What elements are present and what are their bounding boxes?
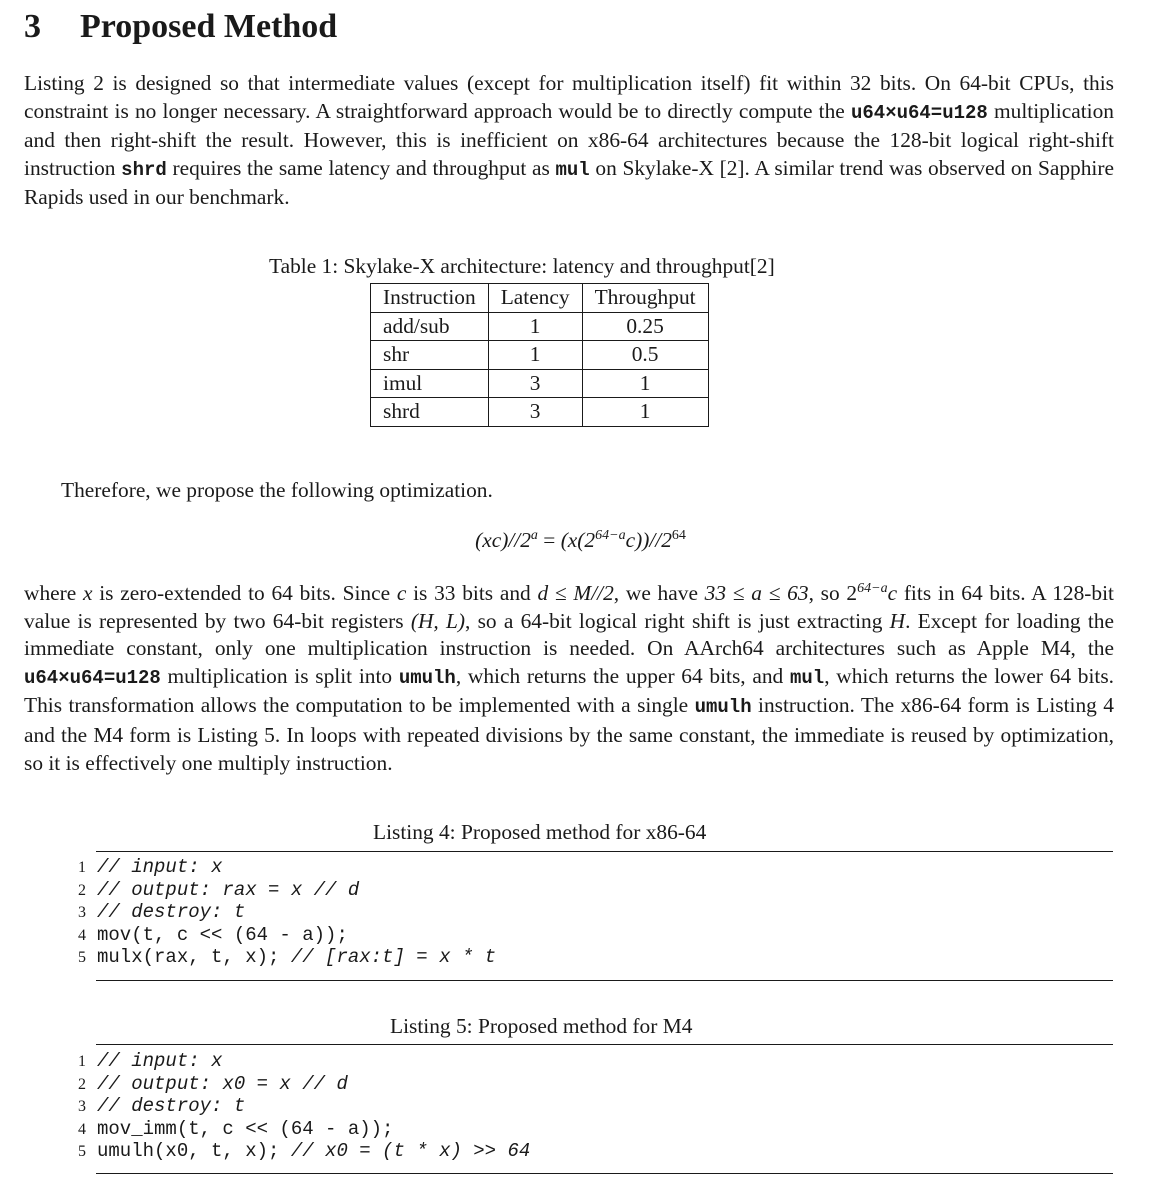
math-base: 2 — [846, 581, 858, 605]
optimization-equation — [0, 528, 1161, 553]
body-text: , so — [808, 581, 847, 605]
body-text: instruction. The x86-64 form is Listing 4 and the M4 form is Listing 5. In loops with repeated divisions by the same constant, the immediate is reused by optimization, so it is effectively one multiply instruction. — [24, 693, 1114, 775]
intro-text-4: on Skylake-X [2]. A similar trend was observed on Sapphire Rapids used in our benchmark. — [24, 155, 1114, 210]
body-text: multiplication is split into — [160, 663, 399, 688]
line-number: 4 — [78, 1120, 86, 1138]
intro-code-mul: mul — [555, 158, 590, 181]
body-text: , we have — [613, 581, 705, 605]
table-cell: shrd — [371, 398, 489, 427]
table-cell: imul — [371, 369, 489, 398]
latency-table — [370, 283, 709, 427]
math-var: c — [887, 581, 898, 605]
code-line — [60, 1095, 530, 1118]
body-text: , so a 64-bit logical right shift is just extracting — [465, 608, 890, 633]
code-comment: // destroy: t — [97, 1095, 246, 1118]
line-number: 1 — [78, 1053, 86, 1070]
code-comment: // input: x — [97, 1050, 223, 1072]
body-text: fits in 64 bits. A 128-bit value is represented by two 64-bit registers — [24, 581, 1114, 633]
math-var: c — [396, 581, 407, 605]
table-row — [371, 341, 709, 370]
code-comment: // x0 = (t * x) >> 64 — [290, 1140, 531, 1163]
table-cell: 1 — [488, 312, 582, 341]
intro-code-shrd: shrd — [121, 158, 167, 181]
table-cell: 3 — [488, 398, 582, 427]
table-cell: add/sub — [371, 312, 489, 341]
body-code: u64×u64=u128 — [24, 666, 161, 689]
code-comment: // [rax:t] = x * t — [290, 946, 497, 969]
line-number: 3 — [78, 904, 86, 922]
line-number: 1 — [78, 859, 86, 876]
table-cell: shr — [371, 341, 489, 370]
table-header-cell: Instruction — [371, 284, 489, 313]
section-number: 3 — [24, 8, 41, 45]
eq-rhs-exp-2: 64 — [671, 527, 686, 543]
intro-paragraph — [24, 70, 1114, 212]
listing4-caption: Listing 4: Proposed method for x86-64 — [373, 820, 707, 844]
code-text: mov_imm(t, c << (64 - a)); — [97, 1117, 394, 1140]
math-var: H — [889, 608, 906, 633]
eq-lhs-exp: a — [530, 527, 538, 543]
table-cell: 1 — [488, 341, 582, 370]
code-comment: // output: x0 = x // d — [97, 1072, 348, 1095]
listing5-caption: Listing 5: Proposed method for M4 — [390, 1014, 693, 1038]
table-cell: 1 — [582, 369, 708, 398]
code-line — [60, 946, 496, 969]
listing5-bottom-rule — [96, 1173, 1113, 1174]
intro-code-u128: u64×u64=u128 — [850, 101, 988, 124]
intro-text-1: Listing 2 is designed so that intermediate values (except for multiplication itself) fit within 32 bits. On 64-bit CPUs, this constraint is no longer necessary. A straightforward approach would be to directly compute the — [24, 71, 1114, 123]
listing5-top-rule — [96, 1044, 1113, 1045]
intro-text-3: requires the same latency and throughput as — [166, 155, 556, 180]
math-var: x — [83, 581, 93, 605]
code-text: mulx(rax, t, x); — [97, 946, 291, 969]
table-row — [371, 312, 709, 341]
listing5-code — [60, 1050, 530, 1163]
code-line — [60, 1073, 530, 1096]
code-line — [60, 879, 496, 902]
code-text: umulh(x0, t, x); — [97, 1140, 291, 1163]
code-comment: // destroy: t — [97, 901, 246, 924]
code-comment: // input: x — [97, 856, 223, 878]
section-title: Proposed Method — [80, 8, 338, 45]
table-cell: 0.25 — [582, 312, 708, 341]
body-text: , which returns the lower 64 bits. This transformation allows the computation to be implemented with a single — [24, 663, 1115, 718]
table-cell: 3 — [488, 369, 582, 398]
therefore-text: Therefore, we propose the following optimization. — [61, 478, 493, 502]
code-line — [60, 924, 496, 947]
line-number: 2 — [78, 1075, 86, 1093]
math-expr: 33 ≤ a ≤ 63 — [704, 581, 809, 605]
eq-lhs: (xc)//2 — [475, 528, 531, 552]
table-cell: 0.5 — [582, 341, 708, 370]
code-line — [60, 1140, 530, 1163]
eq-rhs-1: (x(2 — [560, 528, 596, 552]
math-expr: (H, L) — [410, 608, 466, 633]
line-number: 2 — [78, 881, 86, 899]
eq-rhs-exp-1: 64−a — [595, 527, 626, 543]
intro-text-2: multiplication and then right-shift the result. However, this is inefficient on x86-64 architectures because the 128-bit logical right-shift instruction — [24, 98, 1114, 180]
body-code: umulh — [694, 696, 752, 719]
math-expr: d ≤ M//2 — [537, 581, 614, 605]
code-line — [60, 1118, 530, 1141]
body-text: , which returns the upper 64 bits, and — [455, 663, 790, 688]
math-exponent: 64−a — [857, 580, 888, 596]
line-number: 5 — [78, 1143, 86, 1161]
code-line — [60, 901, 496, 924]
listing4-code — [60, 856, 496, 969]
body-paragraph — [24, 580, 1114, 777]
body-text: is zero-extended to 64 bits. Since — [92, 581, 397, 605]
table-header-cell: Throughput — [582, 284, 708, 313]
code-text: mov(t, c << (64 - a)); — [97, 923, 348, 946]
line-number: 3 — [78, 1098, 86, 1116]
listing4-bottom-rule — [96, 980, 1113, 981]
body-text: is 33 bits and — [406, 581, 538, 605]
table-cell: 1 — [582, 398, 708, 427]
line-number: 4 — [78, 926, 86, 944]
code-comment: // output: rax = x // d — [97, 878, 360, 901]
line-number: 5 — [78, 949, 86, 967]
table-header-row — [371, 284, 709, 313]
eq-sign: = — [537, 528, 561, 552]
body-text: . Except for loading the immediate constant, only one multiplication instruction is needed. On AArch64 architectures such as Apple M4, the — [24, 608, 1114, 661]
code-line — [60, 856, 496, 879]
table-header-cell: Latency — [488, 284, 582, 313]
table-caption: Table 1: Skylake-X architecture: latency and throughput[2] — [269, 254, 775, 278]
listing4-top-rule — [96, 851, 1113, 852]
body-code: umulh — [398, 666, 456, 689]
table-row — [371, 398, 709, 427]
body-text: where — [24, 581, 83, 605]
eq-rhs-2: c))//2 — [625, 528, 672, 552]
code-line — [60, 1050, 530, 1073]
body-code: mul — [789, 666, 825, 689]
section-heading — [24, 8, 337, 46]
table-row — [371, 369, 709, 398]
